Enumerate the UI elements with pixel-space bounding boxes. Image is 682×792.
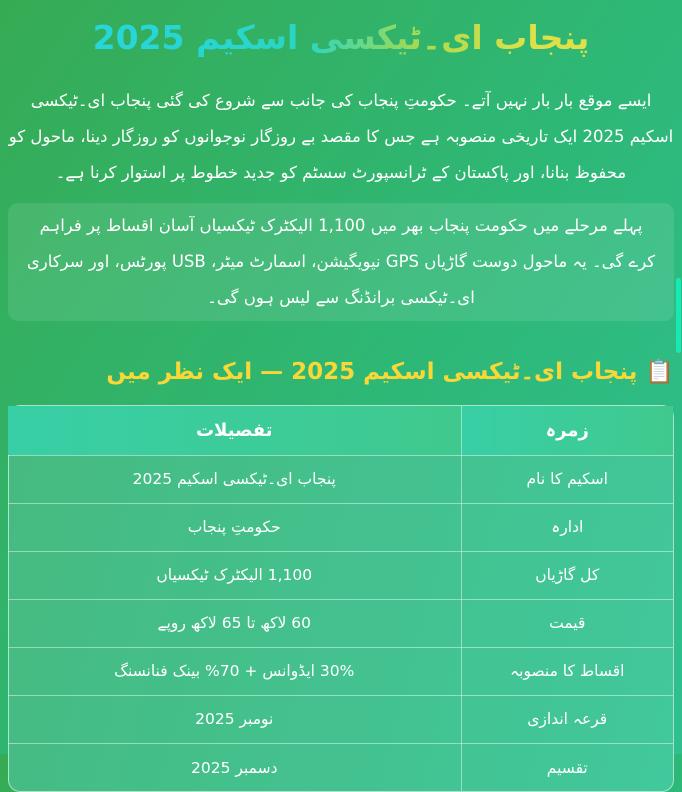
cell-category: اقساط کا منصوبہ bbox=[461, 647, 673, 695]
scrollbar-thumb[interactable] bbox=[676, 278, 681, 353]
page-title: پنجاب ای۔ٹیکسی اسکیم 2025 bbox=[8, 0, 674, 65]
cell-details: 1,100 الیکٹرک ٹیکسیاں bbox=[8, 551, 461, 599]
cell-category: اسکیم کا نام bbox=[461, 455, 673, 503]
highlight-box bbox=[8, 203, 674, 321]
cell-category: قرعہ اندازی bbox=[461, 695, 673, 743]
cell-category: کل گاڑیاں bbox=[461, 551, 673, 599]
highlight-text: پہلے مرحلے میں حکومت پنجاب بھر میں 1,100 الیکٹرک ٹیکسیاں آسان اقساط پر فراہم کرے گی۔ یہ ماحول دوست گاڑیاں GPS نیویگیشن، اسمارٹ میٹر، USB پورٹس، اور سرکاری ای۔ٹیکسی برانڈنگ سے لیس ہوں گی۔ bbox=[26, 215, 656, 307]
cell-category: تقسیم bbox=[461, 743, 673, 791]
cell-details: حکومتِ پنجاب bbox=[8, 503, 461, 551]
cell-details: پنجاب ای۔ٹیکسی اسکیم 2025 bbox=[8, 455, 461, 503]
table-row bbox=[8, 647, 673, 695]
cell-category: ادارہ bbox=[461, 503, 673, 551]
header-details: تفصیلات bbox=[8, 406, 461, 455]
section-heading-text: پنجاب ای۔ٹیکسی اسکیم 2025 — ایک نظر میں bbox=[106, 358, 638, 385]
table-row bbox=[8, 455, 673, 503]
overview-table bbox=[8, 406, 673, 791]
clipboard-icon: 📋 bbox=[645, 358, 674, 385]
cell-details: 30% ایڈوانس + 70% بینک فنانسنگ bbox=[8, 647, 461, 695]
cell-details: دسمبر 2025 bbox=[8, 743, 461, 791]
table-row bbox=[8, 503, 673, 551]
table-header-row bbox=[8, 406, 673, 455]
table-row bbox=[8, 551, 673, 599]
table-row bbox=[8, 599, 673, 647]
cell-details: 60 لاکھ تا 65 لاکھ روپے bbox=[8, 599, 461, 647]
header-category: زمرہ bbox=[461, 406, 673, 455]
cell-category: قیمت bbox=[461, 599, 673, 647]
cell-details: نومبر 2025 bbox=[8, 695, 461, 743]
intro-paragraph: ایسے موقع بار بار نہیں آتے۔ حکومتِ پنجاب کی جانب سے شروع کی گئی پنجاب ای۔ٹیکسی اسکیم 2025 ایک تاریخی منصوبہ ہے جس کا مقصد بے روزگار نوجوانوں کو روزگار دینا، ماحول کو محفوظ بنانا، اور پاکستان کے ٹرانسپورٹ سسٹم کو جدید خطوط پر استوار کرنا ہے۔ bbox=[8, 90, 674, 182]
table-row bbox=[8, 743, 673, 791]
overview-table-container bbox=[8, 405, 674, 792]
table-row bbox=[8, 695, 673, 743]
section-heading bbox=[8, 355, 674, 390]
